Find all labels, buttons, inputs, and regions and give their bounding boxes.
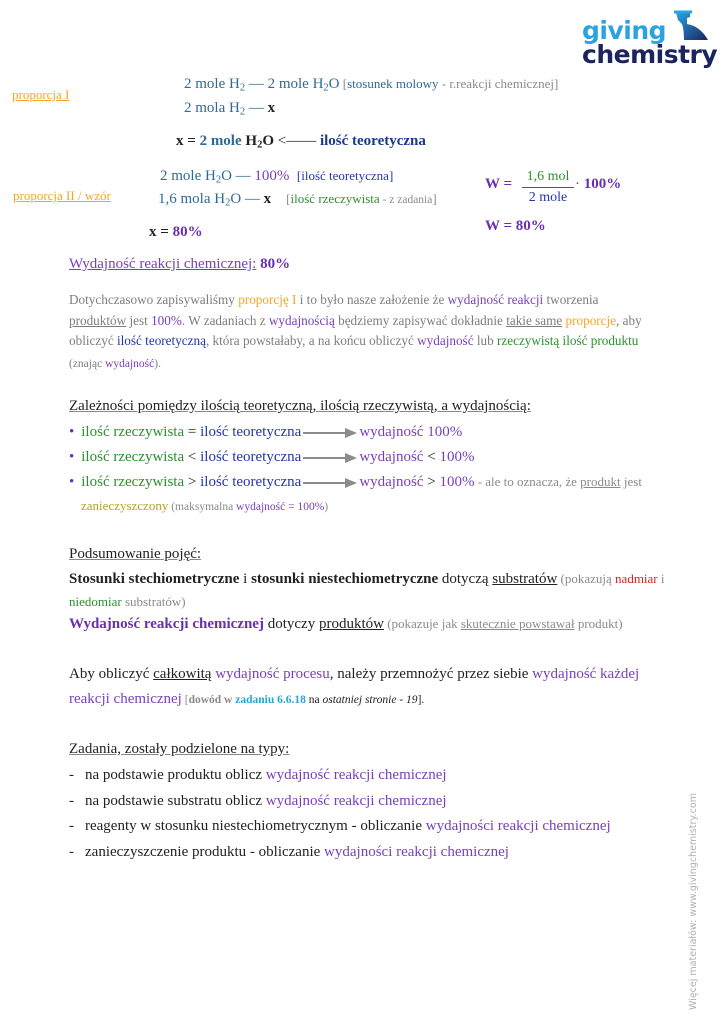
bracket: [ (286, 191, 291, 206)
fraction-bar (522, 187, 574, 188)
proportion-1-row-2 (184, 100, 275, 117)
note: produkt) (574, 616, 623, 631)
dash-bullet-icon: - (69, 767, 74, 783)
text: lub (473, 333, 497, 348)
operator: < (184, 449, 201, 465)
subscript: 2 (323, 82, 329, 94)
yield-heading (69, 256, 290, 273)
formula-fraction (522, 168, 574, 207)
task-accent: wydajności reakcji chemicznej (324, 844, 509, 860)
logo-text-chemistry: chemistry (582, 40, 718, 69)
unknown-x: x (267, 100, 276, 116)
tasks-heading: Zadania, zostały podzielone na typy: (69, 741, 290, 757)
impure-label: zanieczyszczony (81, 498, 169, 513)
accent-text: wydajność każdej (532, 666, 640, 682)
bracket: ] (553, 76, 559, 91)
separator: - (379, 194, 390, 206)
text: , która powstałaby, a na końcu obliczyć (205, 333, 418, 348)
task-text: zanieczyszczenie produktu - obliczanie (85, 844, 325, 860)
subscript: 2 (239, 82, 246, 94)
operator: = (184, 424, 201, 440)
text: dotyczy (263, 616, 319, 632)
times-sign: · (575, 176, 584, 192)
note: stosunek molowy (347, 76, 439, 91)
fraction-denominator: 2 mole (528, 190, 568, 205)
operator: > (423, 474, 440, 490)
relations-heading: Zależności pomiędzy ilością teoretyczną, ilością rzeczywistą, a wydajnością: (69, 398, 531, 414)
max-yield: wydajność = 100% (236, 501, 325, 513)
subscript: 2 (225, 197, 231, 209)
text: i (239, 571, 252, 587)
summary-heading: Podsumowanie pojęć: (69, 546, 202, 562)
theoretical-amount: ilość teoretyczna (200, 424, 302, 440)
proportion-1-label: proporcja I (12, 87, 70, 102)
unknown-x: x (263, 191, 272, 207)
text: i to było nasze założenie że (296, 292, 448, 307)
row-term: 2 mole H (184, 76, 240, 92)
right-arrow-icon (303, 453, 357, 463)
accent-text: wydajność reakcji (447, 292, 544, 307)
dash: — (245, 76, 268, 92)
proof-label: dowód w (188, 694, 236, 706)
bracket: [ (181, 694, 189, 706)
summary-line-2 (69, 594, 186, 610)
task-text: na podstawie substratu oblicz (85, 793, 266, 809)
yield-heading-value: 80% (260, 256, 291, 272)
note: i (657, 571, 665, 586)
bullet-icon: • (69, 449, 75, 465)
text: na (305, 694, 323, 706)
yield-heading-label: Wydajność reakcji chemicznej: (69, 256, 257, 272)
real-amount: ilość rzeczywista (81, 474, 185, 490)
text: będziemy zapisywać dokładnie (334, 312, 507, 328)
text: . W zadaniach z (181, 312, 269, 328)
accent-text: wydajność (417, 333, 474, 348)
dash-bullet-icon: - (69, 793, 74, 809)
bold-term: Stosunki stechiometryczne (69, 571, 240, 587)
text: tworzenia (543, 292, 599, 307)
task-item (69, 767, 447, 784)
text: Dotychczasowo zapisywaliśmy (69, 292, 239, 307)
theoretical-amount: ilość teoretyczna (200, 449, 302, 465)
accent-text: proporcję I (238, 292, 297, 307)
bullet-icon: • (69, 424, 75, 440)
giving-chemistry-logo (578, 10, 718, 72)
formula-w-label (485, 176, 512, 193)
dash: — (231, 168, 255, 184)
bold-term: Wydajność reakcji chemicznej (69, 616, 264, 632)
bold-term: stosunki niestechiometryczne (251, 571, 439, 587)
task-accent: wydajność reakcji chemicznej (265, 793, 447, 809)
task-item (69, 844, 509, 861)
proportion-2-label: proporcja II / wzór (13, 188, 111, 203)
proportion-2-row-1 (160, 168, 393, 185)
note: ) (324, 501, 329, 513)
result-value: 80% (172, 224, 203, 240)
relation-item-greater (69, 474, 642, 491)
flask-icon (670, 10, 718, 46)
accent-text: wydajność (105, 357, 155, 370)
dash: — (241, 191, 264, 207)
bracket: ] (432, 191, 437, 206)
subscript: 2 (257, 139, 263, 151)
formula-result (485, 218, 546, 235)
percent: 100% (583, 176, 622, 192)
operator: > (184, 474, 201, 490)
row-term: O (328, 76, 340, 92)
separator: - (438, 76, 450, 91)
total-yield-line-2 (69, 691, 424, 708)
text: ). (154, 357, 161, 370)
note: (pokazuje jak (383, 616, 461, 631)
bullet-icon: • (69, 474, 75, 490)
task-item (69, 793, 447, 810)
dash-bullet-icon: - (69, 844, 74, 860)
percent: 100% (439, 474, 475, 490)
yield: wydajność (359, 449, 424, 465)
task-reference-link[interactable]: zadaniu 6.6.18 (235, 694, 306, 706)
bracket: ]. (417, 694, 425, 706)
dash-bullet-icon: - (69, 818, 74, 834)
underlined-text: całkowitą (153, 666, 212, 682)
row-term: 2 mola H (184, 100, 240, 116)
fraction-numerator: 1,6 mol (526, 169, 570, 184)
row-term: O (221, 168, 232, 184)
subscript: 2 (215, 174, 222, 186)
summary-line-1 (69, 571, 665, 588)
result-x: x = (149, 224, 173, 240)
row-term: 1,6 mola H (158, 191, 226, 207)
relation-item-equal (69, 424, 462, 441)
note: [ilość teoretyczna] (296, 168, 394, 183)
underlined-text: produkt (580, 474, 621, 489)
operator: < (423, 449, 440, 465)
intro-paragraph (69, 290, 649, 374)
bracket: [ (339, 76, 348, 91)
yield: wydajność (359, 424, 424, 440)
yield: wydajność (359, 474, 424, 490)
task-accent: wydajności reakcji chemicznej (425, 818, 611, 834)
theoretical-amount: ilość teoretyczna (200, 474, 302, 490)
note: jest (620, 474, 642, 489)
underlined-text: substratów (492, 571, 558, 587)
row-term: 2 mole H (160, 168, 216, 184)
accent-text: 100% (151, 312, 182, 328)
note: substratów) (121, 594, 186, 609)
note: z zadania (389, 194, 433, 206)
row-term: 2 mole H (267, 76, 324, 92)
result-formula: H (245, 133, 258, 149)
proportion-1-row-1 (184, 76, 558, 93)
text: jest (126, 312, 152, 328)
relation-item-less (69, 449, 474, 466)
accent-text: rzeczywistą ilość produktu (497, 333, 639, 348)
relation-item-greater-continued (81, 498, 328, 514)
text: Aby obliczyć (69, 666, 154, 682)
proportion-2-row-2 (158, 191, 437, 208)
real-amount: ilość rzeczywista (81, 424, 185, 440)
result-formula: O (262, 133, 278, 149)
underlined-text: takie same (506, 312, 563, 328)
task-text: na podstawie produktu oblicz (85, 767, 266, 783)
note: - ale to oznacza, że (474, 474, 581, 489)
percent: 100% (439, 449, 475, 465)
percent: 100% (254, 168, 290, 184)
note: (maksymalna (168, 501, 237, 513)
w-symbol: W = (485, 176, 513, 192)
underlined-text: produktów (318, 616, 384, 632)
accent-text: reakcji chemicznej (69, 691, 182, 707)
proportion-1-result (176, 133, 426, 150)
task-accent: wydajność reakcji chemicznej (265, 767, 447, 783)
total-yield-line-1 (69, 666, 639, 683)
text: , należy przemnożyć przez siebie (329, 666, 533, 682)
task-text: reagenty w stosunku niestechiometrycznym - obliczanie (85, 818, 426, 834)
accent-text: wydajność procesu (215, 666, 330, 682)
underlined-text: skutecznie powstawał (460, 616, 575, 631)
row-term: O (230, 191, 242, 207)
page-reference: ostatniej stronie - 19 (322, 694, 418, 706)
excess-label: nadmiar (615, 571, 658, 586)
proportion-2-result (149, 224, 203, 241)
logo-text-giving: giving (582, 16, 667, 45)
note: r.reakcji chemicznej (449, 76, 554, 91)
result-value: 2 mole (199, 133, 246, 149)
right-arrow-icon (303, 478, 357, 488)
accent-text: ilość teoretyczną (116, 333, 206, 348)
deficit-label: niedomiar (69, 594, 122, 609)
text: dotyczą (438, 571, 493, 587)
left-arrow: <—— (277, 133, 320, 149)
percent: 100% (427, 424, 463, 440)
result-x: x = (176, 133, 200, 149)
theoretical-amount-label: ilość teoretyczna (319, 133, 426, 149)
summary-line-3 (69, 616, 623, 633)
website-watermark: Więcej materiałów: www.givingchemistry.com (688, 793, 699, 1010)
real-amount: ilość rzeczywista (81, 449, 185, 465)
formula-result-value: W = 80% (485, 218, 546, 234)
accent-text: wydajnością (268, 312, 335, 328)
task-item (69, 818, 611, 835)
underlined-text: produktów (69, 312, 127, 328)
note: (pokazują (557, 571, 616, 586)
formula-multiplier (575, 176, 621, 193)
dash: — (245, 100, 268, 116)
note: ilość rzeczywista (290, 191, 380, 206)
subscript: 2 (239, 106, 246, 118)
text: (znając (69, 357, 106, 370)
text: , aby obliczyć (69, 312, 642, 348)
right-arrow-icon (303, 428, 357, 438)
accent-text: proporcje (565, 312, 617, 328)
